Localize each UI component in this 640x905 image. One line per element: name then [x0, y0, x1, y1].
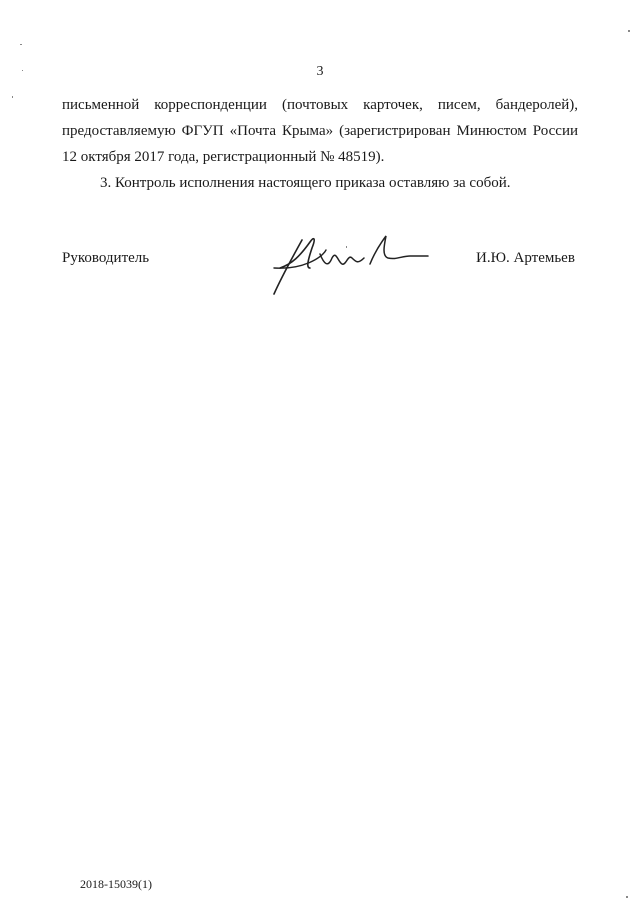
scan-speck — [626, 896, 628, 898]
signer-name: И.Ю. Артемьев — [476, 250, 575, 266]
item-3-paragraph: 3. Контроль исполнения настоящего приказа оставляю за собой. — [100, 175, 511, 191]
scan-speck — [628, 30, 630, 32]
handwritten-signature — [262, 228, 432, 300]
scan-speck — [12, 96, 13, 98]
continuation-paragraph — [62, 92, 578, 170]
page-number: 3 — [316, 64, 324, 79]
scan-speck — [20, 44, 22, 45]
paragraph-line: 12 октября 2017 года, регистрационный № 48519). — [62, 149, 385, 165]
paragraph-line: предоставляемую ФГУП «Почта Крыма» (зарегистрирован Минюстом России — [62, 123, 578, 139]
paragraph-line: письменной корреспонденции (почтовых карточек, писем, бандеролей), — [62, 97, 578, 113]
scan-speck — [22, 70, 23, 71]
document-code: 2018-15039(1) — [80, 877, 152, 891]
scan-speck — [346, 246, 347, 248]
signer-role: Руководитель — [62, 250, 150, 266]
